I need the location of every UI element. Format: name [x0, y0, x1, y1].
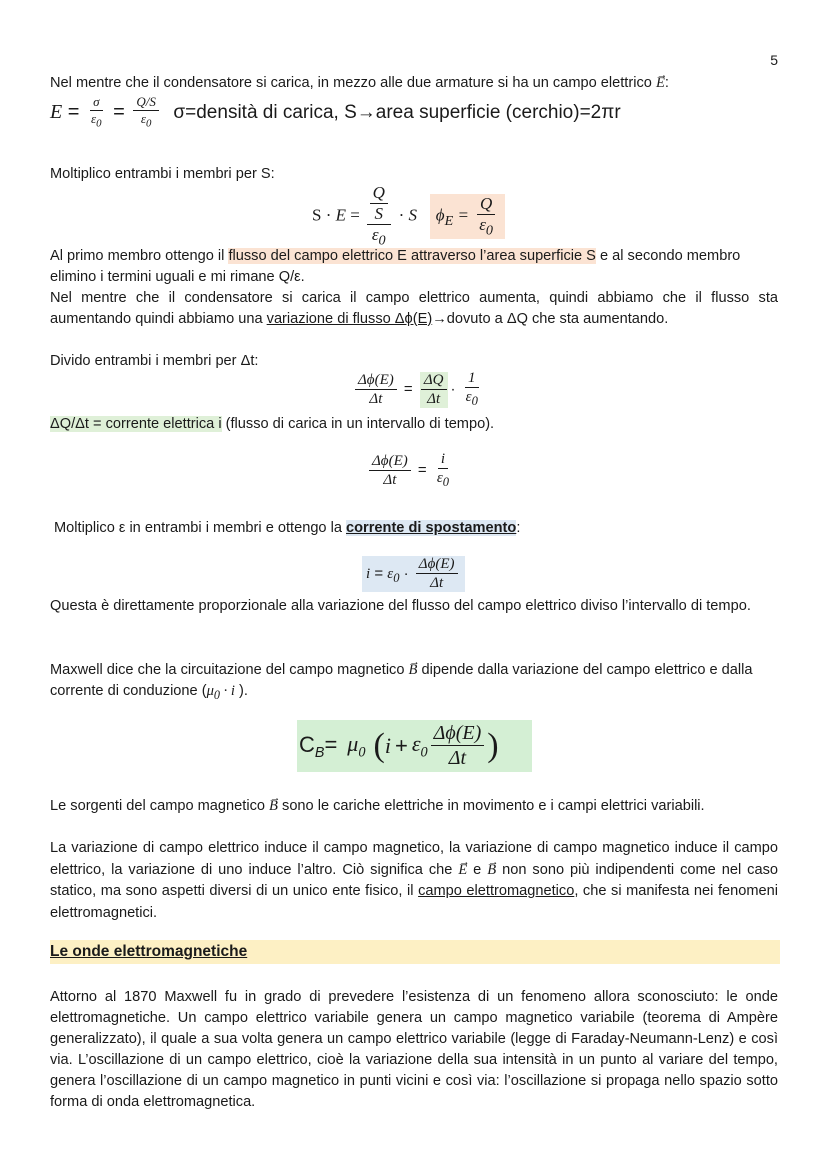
- paragraph-sources: [50, 796, 778, 817]
- equation-current: $\frac{\Delta\phi(E)}{\Delta t}$ = $\frac{i}{\varepsilon_0}$: [366, 451, 455, 490]
- equation-ampere-maxwell: $C_B=$ $\mu_0$ ( i + $\varepsilon_0$ $\frac{\Delta\phi(E)}{\Delta t}$ ): [297, 720, 532, 772]
- variation-underline: variazione di flusso Δϕ(E): [266, 311, 433, 327]
- sources-text-b: sono le cariche elettriche in movimento e i campi elettrici variabili.: [277, 798, 705, 814]
- induction-and: e: [467, 861, 488, 878]
- vector-b-sources: → B: [269, 796, 278, 817]
- equation-note: σ=densità di carica, S→area superficie (cerchio)=2πr: [173, 102, 621, 124]
- flux-text-a: Al primo membro ottengo il: [50, 248, 229, 264]
- displacement-highlight: corrente di spostamento: [346, 520, 517, 536]
- flux-equation: $\phi_E$ = $\frac{Q}{\varepsilon_0}$: [430, 194, 505, 239]
- paragraph-proportional: Questa è direttamente proporzionale alla variazione del flusso del campo elettrico diviso l’intervallo di tempo.: [50, 598, 751, 614]
- current-highlight: ΔQ/Δt = corrente elettrica i: [50, 416, 222, 432]
- paragraph-displacement: [54, 518, 782, 539]
- page-number: 5: [770, 52, 778, 68]
- variation-text-b: →dovuto a ΔQ che sta aumentando.: [432, 311, 669, 327]
- intro-text: Nel mentre che il condensatore si carica, in mezzo alle due armature si ha un campo elettrico: [50, 75, 656, 91]
- paragraph-intro: [50, 73, 778, 94]
- em-field-underline: campo elettromagnetico: [418, 883, 575, 899]
- intro-colon: :: [664, 75, 669, 91]
- section-heading-bar: [50, 940, 780, 964]
- displacement-colon: :: [516, 520, 521, 536]
- equation-multiply-s: S · E = $\frac{\frac{Q}{S}}{\varepsilon_0}$ · S $\phi_E$ = $\frac{Q}{\varepsilon_0}$: [312, 183, 505, 249]
- paragraph-current: [50, 414, 778, 435]
- paragraph-flux: [50, 246, 778, 288]
- current-text: (flusso di carica in un intervallo di tempo).: [221, 416, 495, 432]
- paragraph-induction: [50, 838, 778, 924]
- paragraph-em-waves: Attorno al 1870 Maxwell fu in grado di prevedere l’esistenza di un fenomeno allora sconosciuto: le onde elettromagnetiche. Un campo elettrico variabile genera un campo magnetico variabile (teorema di Ampère generalizzato), il quale a sua volta genera un campo elettrico variabile (legge di Faraday-Neumann-Lenz) e così via. L’oscillazione di un campo elettrico, cioè la variazione della sua intensità in un punto al variare del tempo, genera l’oscillazione di un campo magnetico in punti vicini e così via: l’oscillazione si propaga nello spazio sotto forma di onda elettromagnetica.: [50, 989, 778, 1110]
- paragraph-multiply: Moltiplico entrambi i membri per S:: [50, 166, 275, 182]
- vector-e-induction: → E: [458, 860, 467, 882]
- equation-displacement-current: $i = \varepsilon_0$ · $\frac{\Delta\phi(E)}{\Delta t}$: [362, 556, 465, 592]
- sources-text-a: Le sorgenti del campo magnetico: [50, 798, 270, 814]
- vector-e: → E: [656, 73, 665, 94]
- equation-divide-dt: $\frac{\Delta\phi(E)}{\Delta t}$ = $\frac{\Delta Q}{\Delta t}$ · $\frac{1}{\varepsilon_0}$: [352, 370, 484, 409]
- vector-b-induction: → B: [487, 860, 496, 882]
- flux-highlight: flusso del campo elettrico E attraverso l’area superficie S: [228, 248, 596, 264]
- equation-field-density: E = $\frac{\sigma}{\varepsilon_0}$ = $\frac{Q/S}{\varepsilon_0}$ σ=densità di carica, S→area superficie (cerchio)=2πr: [50, 94, 621, 130]
- paragraph-variation: [50, 288, 778, 330]
- displacement-text-a: Moltiplico ε in entrambi i membri e ottengo la: [54, 520, 347, 536]
- vector-b: → B: [409, 660, 418, 681]
- maxwell-text-a: Maxwell dice che la circuitazione del campo magnetico: [50, 662, 409, 678]
- maxwell-text-b: dipende dalla variazione del campo elettrico e dalla corrente di conduzione (: [50, 662, 753, 699]
- variation-text-a: Nel mentre che il condensatore si carica il campo elettrico aumenta, quindi abbiamo che il flusso sta aumentando quindi abbiamo una: [50, 290, 778, 327]
- maxwell-text-c: ).: [239, 683, 248, 699]
- induction-text-c: , che si manifesta nei fenomeni elettromagnetici.: [50, 883, 778, 921]
- paragraph-maxwell: Maxwell dice che la circuitazione del campo magnetico → B dipende dalla variazione del campo elettrico e dalla corrente di conduzione ($\mu_0 \cdot i$ ).: [50, 660, 778, 706]
- section-heading: Le onde elettromagnetiche: [50, 943, 248, 960]
- induction-text-a: La variazione di campo elettrico induce il campo magnetico, la variazione di campo magnetico induce il campo elettrico, la variazione di uno induce l’altro. Ciò significa che: [50, 840, 778, 878]
- flux-text-b: e al secondo membro elimino i termini uguali e mi rimane Q/ε.: [50, 248, 741, 285]
- paragraph-divide: Divido entrambi i membri per Δt:: [50, 353, 259, 369]
- induction-text-b: non sono più indipendenti come nel caso statico, ma sono aspetti diversi di un unico ente fisico, il: [50, 861, 778, 899]
